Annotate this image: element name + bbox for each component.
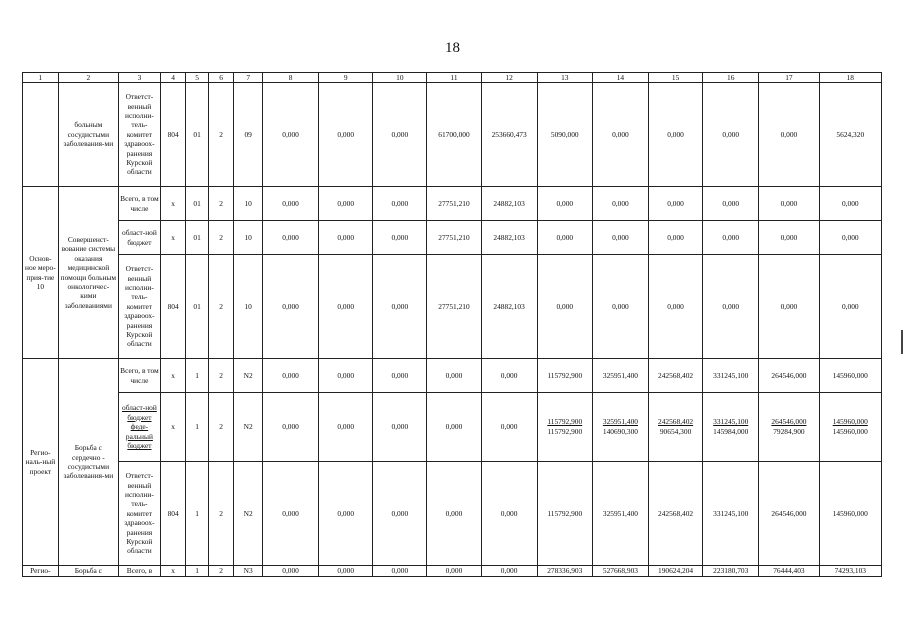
value-cell: 24882,103 xyxy=(481,255,537,359)
funding-source-cell: област-ной бюджет феде-ральный бюджет xyxy=(118,393,160,462)
regional-budget-value: 145960,000 xyxy=(832,417,868,426)
value-cell: 0,000 xyxy=(703,187,759,221)
value-cell: 24882,103 xyxy=(481,187,537,221)
header-cell: 16 xyxy=(703,73,759,83)
value-cell: 0,000 xyxy=(319,221,373,255)
table-row xyxy=(23,393,882,462)
grbs-cell: x xyxy=(160,393,186,462)
event-name-cell: Совершенст-вование системы оказания медицинской помощи больным онкологичес-кими заболеваниями xyxy=(58,187,118,359)
federal-budget-value: 145960,000 xyxy=(832,427,868,436)
value-cell: 264546,000 xyxy=(759,462,819,566)
subprogram-code-cell: 2 xyxy=(208,83,234,187)
value-cell-dual xyxy=(759,393,819,462)
header-cell: 6 xyxy=(208,73,234,83)
program-code-cell: 1 xyxy=(186,566,208,577)
scan-edge-mark xyxy=(901,330,903,354)
table-row xyxy=(23,187,882,221)
value-cell: 0,000 xyxy=(262,393,318,462)
value-cell: 0,000 xyxy=(759,83,819,187)
responsible-cell: Ответст-венный исполни-тель-комитет здравоох-ранения Курской области xyxy=(118,255,160,359)
program-code-cell: 1 xyxy=(186,359,208,393)
subprogram-code-cell: 2 xyxy=(208,462,234,566)
empty-cell xyxy=(23,83,59,187)
federal-budget-value: 140690,300 xyxy=(602,427,638,436)
regional-budget-value: 325951,400 xyxy=(602,417,638,426)
value-cell: 0,000 xyxy=(759,187,819,221)
subprogram-code-cell: 2 xyxy=(208,359,234,393)
value-cell: 0,000 xyxy=(649,221,703,255)
value-cell: 0,000 xyxy=(819,187,881,221)
program-code-cell: 01 xyxy=(186,187,208,221)
value-cell: 0,000 xyxy=(703,255,759,359)
value-cell-dual xyxy=(649,393,703,462)
table-row xyxy=(23,221,882,255)
subprogram-code-cell: 2 xyxy=(208,255,234,359)
value-cell: 253660,473 xyxy=(481,83,537,187)
event-code-cell: 09 xyxy=(234,83,263,187)
value-cell: 0,000 xyxy=(427,566,481,577)
value-cell: 242568,402 xyxy=(649,462,703,566)
event-type-cell: Регио- xyxy=(23,566,59,577)
event-name-cell: больным сосудистыми заболевания-ми xyxy=(58,83,118,187)
subprogram-code-cell: 2 xyxy=(208,566,234,577)
header-cell: 2 xyxy=(58,73,118,83)
header-cell: 13 xyxy=(537,73,592,83)
header-cell: 9 xyxy=(319,73,373,83)
header-cell: 10 xyxy=(373,73,427,83)
value-cell: 0,000 xyxy=(373,221,427,255)
header-cell: 3 xyxy=(118,73,160,83)
value-cell: 0,000 xyxy=(592,255,648,359)
funding-source-cell: Всего, в том числе xyxy=(118,187,160,221)
value-cell: 0,000 xyxy=(481,566,537,577)
value-cell: 0,000 xyxy=(427,359,481,393)
event-name-cell: Борьба с сердечно - сосудистыми заболевания-ми xyxy=(58,359,118,566)
header-cell: 4 xyxy=(160,73,186,83)
regional-budget-value: 331245,100 xyxy=(713,417,749,426)
funding-source-cell: Всего, в том числе xyxy=(118,359,160,393)
value-cell: 0,000 xyxy=(427,462,481,566)
subprogram-code-cell: 2 xyxy=(208,393,234,462)
value-cell: 27751,210 xyxy=(427,187,481,221)
value-cell: 0,000 xyxy=(373,255,427,359)
value-cell-dual xyxy=(703,393,759,462)
federal-budget-value: 145984,000 xyxy=(713,427,749,436)
value-cell: 527668,903 xyxy=(592,566,648,577)
value-cell: 61700,000 xyxy=(427,83,481,187)
event-name-cell: Борьба с xyxy=(58,566,118,577)
header-row xyxy=(23,73,882,83)
value-cell: 0,000 xyxy=(319,462,373,566)
table-row xyxy=(23,83,882,187)
value-cell: 115792,900 xyxy=(537,462,592,566)
header-cell: 8 xyxy=(262,73,318,83)
subprogram-code-cell: 2 xyxy=(208,221,234,255)
value-cell: 0,000 xyxy=(537,255,592,359)
value-cell: 27751,210 xyxy=(427,255,481,359)
regional-budget-value: 242568,402 xyxy=(658,417,694,426)
grbs-cell: x xyxy=(160,221,186,255)
grbs-cell: x xyxy=(160,359,186,393)
value-cell: 0,000 xyxy=(537,221,592,255)
value-cell: 0,000 xyxy=(319,359,373,393)
value-cell: 325951,400 xyxy=(592,462,648,566)
event-code-cell: 10 xyxy=(234,255,263,359)
value-cell: 0,000 xyxy=(649,187,703,221)
value-cell: 145960,000 xyxy=(819,359,881,393)
grbs-cell: 804 xyxy=(160,255,186,359)
value-cell: 0,000 xyxy=(319,83,373,187)
regional-budget-value: 115792,900 xyxy=(547,417,583,426)
value-cell: 0,000 xyxy=(592,187,648,221)
event-code-cell: 10 xyxy=(234,187,263,221)
event-code-cell: 10 xyxy=(234,221,263,255)
value-cell: 331245,100 xyxy=(703,462,759,566)
value-cell: 5090,000 xyxy=(537,83,592,187)
event-code-cell: N2 xyxy=(234,462,263,566)
funding-source-cell: област-ной бюджет xyxy=(118,221,160,255)
value-cell: 0,000 xyxy=(319,255,373,359)
value-cell: 0,000 xyxy=(373,359,427,393)
value-cell: 0,000 xyxy=(427,393,481,462)
value-cell: 0,000 xyxy=(481,462,537,566)
value-cell: 264546,000 xyxy=(759,359,819,393)
value-cell: 0,000 xyxy=(703,83,759,187)
header-cell: 7 xyxy=(234,73,263,83)
program-code-cell: 01 xyxy=(186,221,208,255)
grbs-cell: x xyxy=(160,566,186,577)
funding-source-cell: Всего, в xyxy=(118,566,160,577)
value-cell: 0,000 xyxy=(262,462,318,566)
event-type-cell: Основ-ное меро-прия-тие 10 xyxy=(23,187,59,359)
value-cell: 5624,320 xyxy=(819,83,881,187)
value-cell: 0,000 xyxy=(649,83,703,187)
value-cell: 0,000 xyxy=(819,255,881,359)
value-cell: 242568,402 xyxy=(649,359,703,393)
header-cell: 5 xyxy=(186,73,208,83)
value-cell: 74293,103 xyxy=(819,566,881,577)
header-cell: 17 xyxy=(759,73,819,83)
value-cell: 76444,403 xyxy=(759,566,819,577)
federal-budget-value: 115792,900 xyxy=(547,427,583,436)
value-cell: 223180,703 xyxy=(703,566,759,577)
program-code-cell: 1 xyxy=(186,393,208,462)
value-cell: 0,000 xyxy=(373,393,427,462)
value-cell: 0,000 xyxy=(319,393,373,462)
value-cell: 0,000 xyxy=(592,221,648,255)
program-code-cell: 1 xyxy=(186,462,208,566)
value-cell: 0,000 xyxy=(373,187,427,221)
value-cell: 0,000 xyxy=(262,359,318,393)
responsible-cell: Ответст-венный исполни-тель-комитет здравоох-ранения Курской области xyxy=(118,462,160,566)
header-cell: 15 xyxy=(649,73,703,83)
header-cell: 18 xyxy=(819,73,881,83)
value-cell: 0,000 xyxy=(819,221,881,255)
page-number: 18 xyxy=(445,40,460,56)
federal-budget-value: 79284,900 xyxy=(773,427,805,436)
responsible-cell: Ответст-венный исполни-тель-комитет здравоох-ранения Курской области xyxy=(118,83,160,187)
budget-table xyxy=(22,72,882,577)
event-type-cell: Регио-наль-ный проект xyxy=(23,359,59,566)
value-cell: 0,000 xyxy=(703,221,759,255)
value-cell: 145960,000 xyxy=(819,462,881,566)
header-cell: 11 xyxy=(427,73,481,83)
regional-budget-value: 264546,000 xyxy=(771,417,807,426)
value-cell: 0,000 xyxy=(592,83,648,187)
value-cell: 0,000 xyxy=(319,187,373,221)
value-cell: 190624,204 xyxy=(649,566,703,577)
value-cell: 0,000 xyxy=(262,255,318,359)
event-code-cell: N2 xyxy=(234,359,263,393)
value-cell: 27751,210 xyxy=(427,221,481,255)
value-cell: 0,000 xyxy=(373,462,427,566)
header-cell: 12 xyxy=(481,73,537,83)
value-cell: 0,000 xyxy=(481,393,537,462)
event-code-cell: N2 xyxy=(234,393,263,462)
program-code-cell: 01 xyxy=(186,83,208,187)
value-cell-dual xyxy=(592,393,648,462)
value-cell: 331245,100 xyxy=(703,359,759,393)
header-cell: 14 xyxy=(592,73,648,83)
value-cell: 0,000 xyxy=(481,359,537,393)
grbs-cell: 804 xyxy=(160,462,186,566)
table-row xyxy=(23,359,882,393)
value-cell: 0,000 xyxy=(649,255,703,359)
header-cell: 1 xyxy=(23,73,59,83)
value-cell: 24882,103 xyxy=(481,221,537,255)
event-code-cell: N3 xyxy=(234,566,263,577)
value-cell: 0,000 xyxy=(759,255,819,359)
grbs-cell: x xyxy=(160,187,186,221)
value-cell: 0,000 xyxy=(373,566,427,577)
program-code-cell: 01 xyxy=(186,255,208,359)
value-cell: 0,000 xyxy=(262,221,318,255)
value-cell: 0,000 xyxy=(262,187,318,221)
federal-budget-value: 90654,300 xyxy=(659,427,692,436)
value-cell: 0,000 xyxy=(262,83,318,187)
value-cell: 0,000 xyxy=(373,83,427,187)
value-cell: 0,000 xyxy=(319,566,373,577)
table-row xyxy=(23,255,882,359)
grbs-cell: 804 xyxy=(160,83,186,187)
value-cell: 325951,400 xyxy=(592,359,648,393)
value-cell: 0,000 xyxy=(262,566,318,577)
value-cell-dual xyxy=(819,393,881,462)
value-cell: 115792,900 xyxy=(537,359,592,393)
value-cell: 0,000 xyxy=(759,221,819,255)
table-row xyxy=(23,566,882,577)
value-cell: 278336,903 xyxy=(537,566,592,577)
subprogram-code-cell: 2 xyxy=(208,187,234,221)
value-cell: 0,000 xyxy=(537,187,592,221)
value-cell-dual xyxy=(537,393,592,462)
table-row xyxy=(23,462,882,566)
